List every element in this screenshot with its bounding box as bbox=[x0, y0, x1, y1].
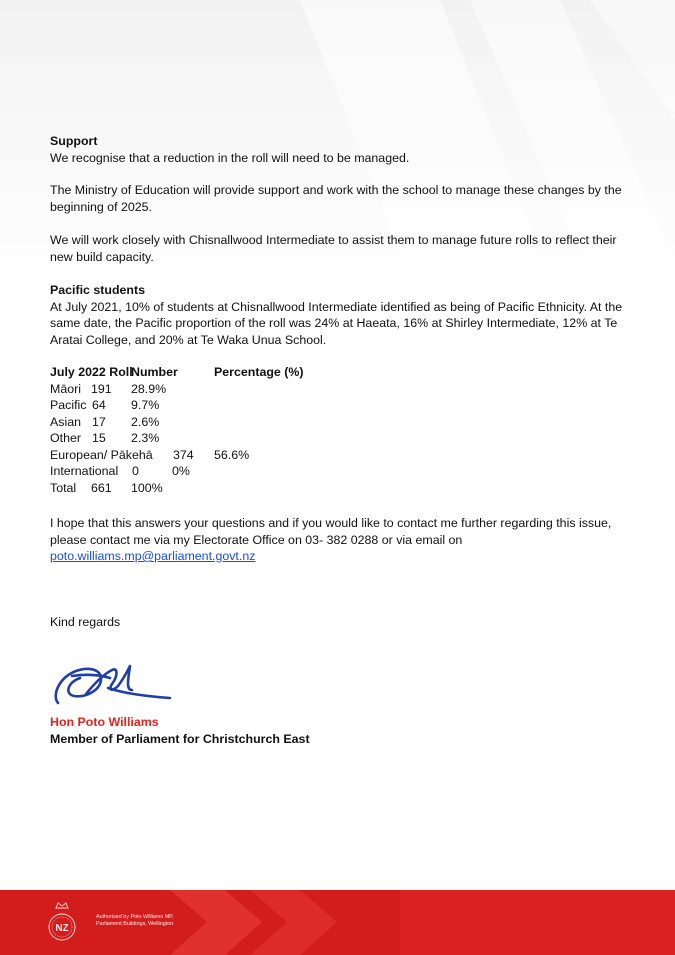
table-header-roll: July 2022 Roll bbox=[50, 365, 133, 379]
footer-line-1: Authorised by Poto Williams MP, bbox=[96, 914, 174, 920]
footer-authorisation bbox=[96, 914, 174, 928]
table-row-group: Pacific bbox=[50, 398, 87, 412]
kind-regards: Kind regards bbox=[50, 615, 121, 629]
table-row-group: Asian bbox=[50, 414, 81, 429]
table-row-percentage: 56.6% bbox=[214, 447, 250, 462]
table-row-group: International bbox=[50, 464, 119, 478]
table-row-number: 191 bbox=[91, 381, 112, 396]
pacific-heading: Pacific students bbox=[50, 283, 146, 297]
closing-section bbox=[50, 515, 640, 565]
table-row-group: European/ Pākehā bbox=[50, 447, 153, 462]
pacific-paragraph: At July 2021, 10% of students at Chisnallwood Intermediate identified as being of Pacific Ethnicity. At the same date, the Pacific proportion of the roll was 24% at Haeata, 16% at Shirley Intermediate, 12% at Te Aratai College, and 20% at Te Waka Unua School. bbox=[50, 299, 623, 347]
table-row-percentage: 2.6% bbox=[131, 414, 160, 429]
table-row-number: 661 bbox=[91, 480, 112, 495]
email-link[interactable]: poto.williams.mp@parliament.govt.nz bbox=[50, 549, 256, 563]
table-row-group: Total bbox=[50, 480, 77, 495]
table-header-number: Number bbox=[131, 365, 178, 379]
crest-text: NZ bbox=[55, 923, 69, 934]
pacific-section bbox=[50, 282, 640, 348]
roll-table bbox=[50, 364, 640, 500]
table-row-percentage: 2.3% bbox=[131, 431, 160, 445]
footer-bar bbox=[0, 890, 675, 955]
table-row-percentage: 9.7% bbox=[131, 398, 160, 412]
table-row-number: 0 bbox=[132, 464, 139, 478]
table-row-number: 374 bbox=[173, 447, 194, 462]
signature-block bbox=[50, 714, 310, 747]
parliament-crest-icon bbox=[44, 900, 80, 946]
table-row-number: 17 bbox=[92, 414, 106, 429]
table-row-percentage: 0% bbox=[172, 464, 190, 478]
signature-image bbox=[48, 654, 178, 714]
signatory-name: Hon Poto Williams bbox=[50, 715, 159, 729]
footer-line-2: Parliament Buildings, Wellington bbox=[96, 921, 174, 927]
support-paragraph-1: We recognise that a reduction in the roll will need to be managed. bbox=[50, 150, 410, 165]
table-row-number: 15 bbox=[92, 431, 106, 445]
support-heading: Support bbox=[50, 134, 98, 148]
table-row-percentage: 100% bbox=[131, 480, 163, 495]
support-section bbox=[50, 133, 640, 166]
table-row-group: Other bbox=[50, 431, 81, 445]
table-row-percentage: 28.9% bbox=[131, 381, 167, 396]
signatory-title: Member of Parliament for Christchurch East bbox=[50, 731, 310, 746]
closing-paragraph: I hope that this answers your questions and if you would like to contact me further regarding this issue, please contact me via my Electorate Office on 03- 382 0288 or via email on bbox=[50, 516, 612, 547]
table-row-number: 64 bbox=[92, 398, 106, 412]
support-paragraph-2: The Ministry of Education will provide support and work with the school to manage these changes by the beginning of 2025. bbox=[50, 183, 622, 214]
support-paragraph-3: We will work closely with Chisnallwood Intermediate to assist them to manage future rolls to reflect their new build capacity. bbox=[50, 233, 617, 264]
table-header-percentage: Percentage (%) bbox=[214, 365, 304, 379]
table-row-group: Māori bbox=[50, 381, 81, 396]
